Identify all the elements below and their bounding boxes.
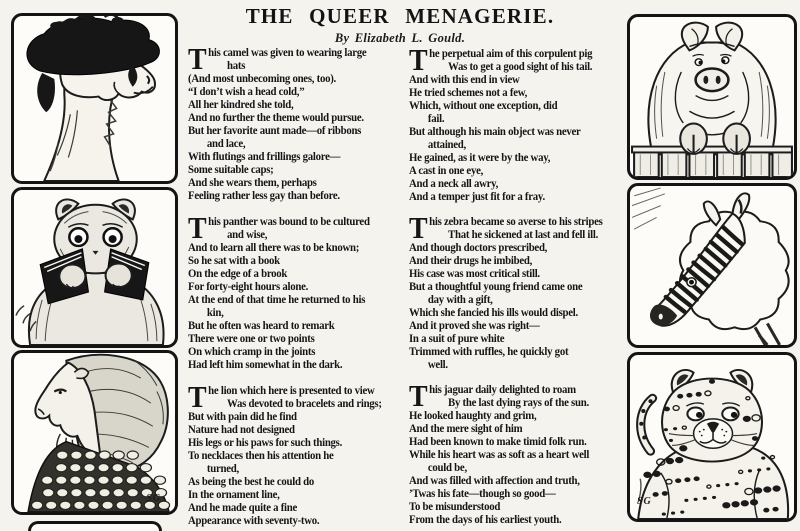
poem-line: And the mere sight of him <box>409 421 523 435</box>
stanza-lion <box>188 379 401 527</box>
poem-line: But her favorite aunt made—of ribbons <box>188 123 362 137</box>
poem-line: He tried schemes not a few, <box>409 85 528 99</box>
poem-line: This jaguar daily delighted to roam <box>409 378 576 413</box>
drop-cap: T <box>409 210 428 245</box>
poem-line: Nature had not designed <box>188 422 295 436</box>
jaguar-illustration <box>630 355 794 519</box>
poem-column-right <box>409 0 624 527</box>
lion-ear <box>74 368 88 378</box>
poem-line: In a suit of pure white <box>409 331 505 345</box>
poem-line: hats <box>227 58 246 72</box>
zebra-legs <box>755 323 780 345</box>
poem-line: But a thoughtful young friend came one <box>409 279 583 293</box>
camel-illustration <box>14 16 175 181</box>
camel-side-hair <box>37 73 55 112</box>
poem-line: And their drugs he imbibed, <box>409 253 533 267</box>
zebra-nostril <box>659 314 663 320</box>
poem-line: Trimmed with ruffles, he quickly got <box>409 344 569 358</box>
poem-line: But with pain did he find <box>188 409 297 423</box>
poem-line: This camel was given to wearing large <box>188 41 367 76</box>
poem-line: And to learn all there was to be known; <box>188 240 360 254</box>
poem-line: With flutings and frillings galore— <box>188 149 341 163</box>
poem-line: and lace, <box>206 136 246 150</box>
poem-line: “I don’t wish a head cold,” <box>188 84 305 98</box>
poem-line: And though doctors prescribed, <box>409 240 548 254</box>
byline: By Elizabeth L. Gould. <box>334 31 466 45</box>
poem-line: All her kindred she told, <box>188 97 294 111</box>
drop-cap: T <box>188 41 207 76</box>
drop-cap: T <box>188 210 207 245</box>
poem-line: Which, without one exception, did <box>409 98 558 112</box>
poem-line: (And most unbecoming ones, too). <box>188 71 336 85</box>
poem-line: To necklaces then his attention he <box>188 448 334 462</box>
poem-line: and wise, <box>227 227 268 241</box>
poem-line: But although his main object was never <box>409 124 581 138</box>
poem-line: For forty-eight hours alone. <box>188 279 309 293</box>
artist-signature: SG <box>637 496 652 507</box>
pig-body <box>648 43 775 155</box>
panther-illustration <box>14 190 175 345</box>
poem-line: This panther was bound to be cultured <box>188 210 370 245</box>
drop-cap: T <box>409 378 428 413</box>
pig-snout <box>696 69 729 92</box>
fence <box>632 147 792 177</box>
poem-line: On the edge of a brook <box>188 266 288 280</box>
poem-line: Was devoted to bracelets and rings; <box>227 396 382 410</box>
illustration-frame-zebra <box>627 183 797 348</box>
page-title: THE QUEER MENAGERIE. <box>245 4 555 28</box>
poem-line: And he made quite a fine <box>188 500 298 514</box>
poem-line: kin, <box>206 305 224 319</box>
stanza-panther <box>188 210 401 371</box>
poem-line: Feeling rather less gay than before. <box>188 188 340 202</box>
stanza-pig <box>409 42 624 203</box>
poem-line: And no further the theme would pursue. <box>188 110 364 124</box>
poem-line: attained, <box>427 137 466 151</box>
poem-line: Had been known to make timid folk run. <box>409 434 587 448</box>
zebra-illustration <box>630 186 794 345</box>
poem-line: And she wears them, perhaps <box>188 175 317 189</box>
poem-line: And a temper just fit for a fray. <box>409 189 545 203</box>
poem-line: While his heart was as soft as a heart well <box>409 447 590 461</box>
poem-line: A cast in one eye, <box>409 163 484 177</box>
poem-line: At the end of that time he returned to his <box>188 292 366 306</box>
poem-line: On which cramp in the joints <box>188 344 316 358</box>
poem-line: He looked haughty and grim, <box>409 408 537 422</box>
stanza-camel <box>188 41 401 202</box>
poem-line: The lion which here is presented to view <box>188 379 375 414</box>
artist-signature: SG <box>146 493 161 504</box>
poem-line: turned, <box>206 461 239 475</box>
poem-line: And a neck all awry, <box>409 176 499 190</box>
poem-line: He gained, as it were by the way, <box>409 150 551 164</box>
poem-line: could be, <box>427 460 467 474</box>
poem-line: So he sat with a book <box>188 253 280 267</box>
background-hatching <box>632 188 665 229</box>
poem-line: Appearance with seventy-two. <box>188 513 320 527</box>
partial-frame-edge <box>28 521 162 531</box>
poem-line: day with a gift, <box>427 292 493 306</box>
poem-line: To be misunderstood <box>409 499 501 513</box>
stanza-zebra <box>409 210 624 371</box>
drop-cap: T <box>188 379 207 414</box>
poem-line: His legs or his paws for such things. <box>188 435 343 449</box>
stanza-jaguar <box>409 378 624 526</box>
poem-line: By the last dying rays of the sun. <box>448 395 589 409</box>
poem-line: And with this end in view <box>409 72 520 86</box>
poem-column-left <box>188 0 401 527</box>
poem-line: From the days of his earliest youth. <box>409 512 562 526</box>
poem-line: His case was most critical still. <box>409 266 540 280</box>
drop-cap: T <box>409 42 428 77</box>
lion-illustration <box>14 353 175 512</box>
poem-line: ’Twas his fate—though so good— <box>409 486 556 500</box>
pig-illustration <box>630 17 794 177</box>
poem-line: And was filled with affection and truth, <box>409 473 580 487</box>
poem-line: And it proved she was right— <box>409 318 540 332</box>
poem-line: fail. <box>427 111 445 125</box>
illustration-frame-panther <box>11 187 178 348</box>
camel-hat <box>27 16 159 75</box>
poem-line: In the ornament line, <box>188 487 280 501</box>
poem-line: Was to get a good sight of his tail. <box>448 59 593 73</box>
illustration-frame-camel <box>11 13 178 184</box>
poem-line: Which she fancied his ills would dispel. <box>409 305 578 319</box>
poem-line: Had left him somewhat in the dark. <box>188 357 343 371</box>
poem-line: As being the best he could do <box>188 474 314 488</box>
illustration-frame-jaguar <box>627 352 797 522</box>
poem-line: This zebra became so averse to his stripes <box>409 210 603 245</box>
poem-line: There were one or two points <box>188 331 315 345</box>
illustration-frame-pig <box>627 14 797 180</box>
illustration-frame-lion <box>11 350 178 515</box>
poem-line: But he often was heard to remark <box>188 318 335 332</box>
poem-line: well. <box>427 357 448 371</box>
poem-line: The perpetual aim of this corpulent pig <box>409 42 593 77</box>
poem-line: That he sickened at last and fell ill. <box>448 227 599 241</box>
poem-line: Some suitable caps; <box>188 162 274 176</box>
